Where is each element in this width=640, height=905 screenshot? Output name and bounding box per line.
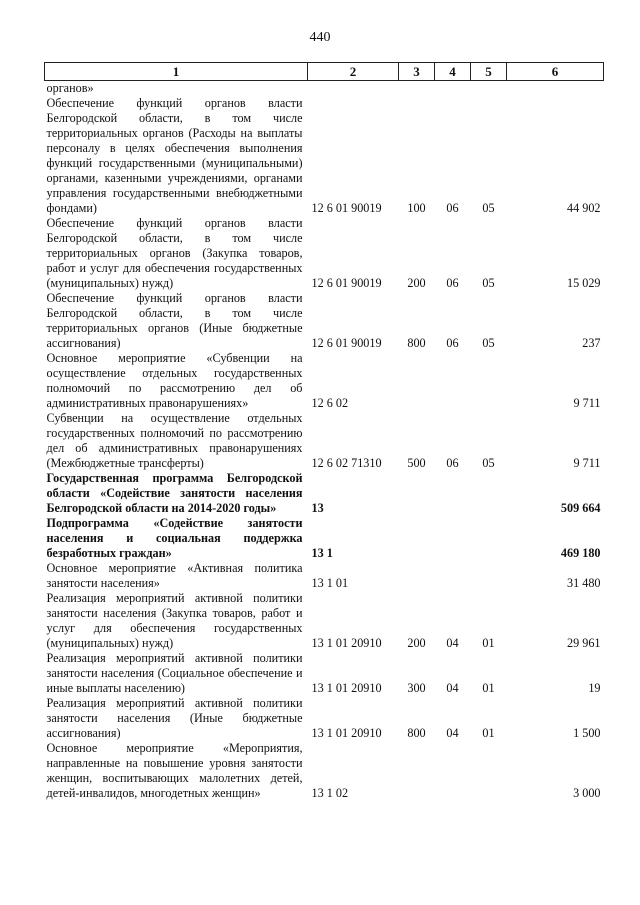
table-header-row [45, 63, 604, 81]
row-section: 06 [446, 456, 459, 470]
row-section [435, 516, 471, 561]
row-code: 13 1 01 20910 [311, 726, 382, 740]
row-expense-type [399, 741, 435, 801]
table-row [45, 411, 604, 471]
row-code: 12 6 01 90019 [311, 276, 382, 290]
row-section: 04 [446, 726, 459, 740]
table-row [45, 471, 604, 516]
row-amount: 31 480 [566, 576, 601, 590]
row-name [45, 411, 308, 471]
row-name-text: Обеспечение функций органов власти Белгородской области, в том числе территориальных органов (Закупка товаров, работ и услуг для обеспечения государственных (муниципальных) нужд) [46, 216, 303, 290]
row-name [45, 516, 308, 561]
row-section: 06 [446, 336, 459, 350]
row-expense-type: 200 [407, 276, 426, 290]
table-row [45, 216, 604, 291]
row-name-text: Реализация мероприятий активной политики занятости населения (Социальное обеспечение и иные выплаты населению) [46, 651, 303, 695]
row-name [45, 741, 308, 801]
row-name-text: Реализация мероприятий активной политики занятости населения (Иные бюджетные ассигнования) [46, 696, 303, 740]
row-expense-type: 500 [407, 456, 426, 470]
table-row [45, 81, 604, 97]
header-col-5: 5 [471, 63, 507, 81]
row-amount: 44 902 [566, 201, 601, 215]
row-name-text: Обеспечение функций органов власти Белгородской области, в том числе территориальных органов (Расходы на выплаты персоналу в целях обеспечения выполнения функций государственными (муниципальными) органами, казенными учреждениями, органами управления государственными внебюджетными фондами) [46, 96, 303, 215]
row-name-text: Реализация мероприятий активной политики занятости населения (Закупка товаров, работ и услуг для обеспечения государственных (муниципальных) нужд) [46, 591, 303, 650]
row-name [45, 216, 308, 291]
row-expense-type: 800 [407, 336, 426, 350]
row-code: 12 6 01 90019 [311, 201, 382, 215]
row-section [435, 351, 471, 411]
row-section: 06 [446, 201, 459, 215]
header-col-1: 1 [45, 63, 308, 81]
header-col-3: 3 [399, 63, 435, 81]
row-subsection [471, 741, 507, 801]
row-section: 04 [446, 681, 459, 695]
table-row [45, 651, 604, 696]
row-name [45, 696, 308, 741]
row-name-text: Государственная программа Белгородской области «Содействие занятости населения Белгородской области на 2014-2020 годы» [46, 471, 303, 515]
row-section: 04 [446, 636, 459, 650]
row-expense-type: 200 [407, 636, 426, 650]
row-code: 13 1 01 [311, 576, 349, 590]
row-section [435, 741, 471, 801]
row-amount: 3 000 [573, 786, 601, 800]
row-code: 12 6 02 71310 [311, 456, 382, 470]
row-subsection [471, 81, 507, 97]
row-subsection [471, 351, 507, 411]
row-expense-type: 300 [407, 681, 426, 695]
row-section [435, 471, 471, 516]
row-name [45, 561, 308, 591]
budget-table [44, 62, 604, 801]
header-col-2: 2 [308, 63, 399, 81]
row-subsection: 05 [482, 276, 495, 290]
row-subsection: 01 [482, 681, 495, 695]
row-expense-type: 100 [407, 201, 426, 215]
row-section: 06 [446, 276, 459, 290]
row-subsection: 05 [482, 456, 495, 470]
row-code: 12 6 01 90019 [311, 336, 382, 350]
row-name-text: Основное мероприятие «Мероприятия, направленные на повышение уровня занятости женщин, воспитывающих малолетних детей, детей-инвалидов, многодетных женщин» [46, 741, 303, 800]
row-code: 13 1 [311, 546, 333, 560]
table-body [45, 81, 604, 802]
row-name-text: органов» [46, 81, 94, 95]
row-name [45, 471, 308, 516]
row-name [45, 591, 308, 651]
table-row [45, 351, 604, 411]
row-name-text: Субвенции на осуществление отдельных государственных полномочий по рассмотрению дел об административных правонарушениях (Межбюджетные трансферты) [46, 411, 303, 470]
row-subsection: 05 [482, 336, 495, 350]
row-code [308, 81, 399, 97]
row-name-text: Основное мероприятие «Субвенции на осуществление отдельных государственных полномочий по рассмотрению дел об административных правонарушениях» [46, 351, 303, 410]
table-row [45, 516, 604, 561]
table-row [45, 591, 604, 651]
row-amount: 9 711 [573, 456, 601, 470]
header-col-6: 6 [507, 63, 604, 81]
header-col-4: 4 [435, 63, 471, 81]
table-row [45, 696, 604, 741]
row-expense-type [399, 81, 435, 97]
row-subsection: 01 [482, 636, 495, 650]
row-section [435, 561, 471, 591]
row-name [45, 96, 308, 216]
row-amount: 19 [588, 681, 601, 695]
row-name-text: Подпрограмма «Содействие занятости населения и социальная поддержка безработных граждан» [46, 516, 303, 560]
page-number: 440 [309, 30, 331, 45]
row-code: 13 [311, 501, 324, 515]
row-expense-type [399, 561, 435, 591]
row-amount: 9 711 [573, 396, 601, 410]
row-subsection: 05 [482, 201, 495, 215]
row-amount: 1 500 [573, 726, 601, 740]
table-row [45, 561, 604, 591]
row-expense-type [399, 516, 435, 561]
row-expense-type [399, 471, 435, 516]
table-row [45, 291, 604, 351]
row-amount: 237 [582, 336, 601, 350]
row-code: 12 6 02 [311, 396, 349, 410]
row-subsection [471, 516, 507, 561]
row-code: 13 1 01 20910 [311, 636, 382, 650]
row-code: 13 1 02 [311, 786, 349, 800]
row-subsection: 01 [482, 726, 495, 740]
row-amount: 15 029 [566, 276, 601, 290]
row-expense-type: 800 [407, 726, 426, 740]
table-row [45, 741, 604, 801]
row-amount: 469 180 [560, 546, 601, 560]
row-subsection [471, 471, 507, 516]
row-name [45, 291, 308, 351]
row-name [45, 651, 308, 696]
row-section [435, 81, 471, 97]
row-subsection [471, 561, 507, 591]
row-code: 13 1 01 20910 [311, 681, 382, 695]
row-amount: 509 664 [560, 501, 601, 515]
row-name-text: Основное мероприятие «Активная политика занятости населения» [46, 561, 303, 590]
row-expense-type [399, 351, 435, 411]
row-name [45, 81, 308, 97]
row-name [45, 351, 308, 411]
table-row [45, 96, 604, 216]
row-name-text: Обеспечение функций органов власти Белгородской области, в том числе территориальных органов (Иные бюджетные ассигнования) [46, 291, 303, 350]
row-amount: 29 961 [566, 636, 601, 650]
row-amount [507, 81, 604, 97]
